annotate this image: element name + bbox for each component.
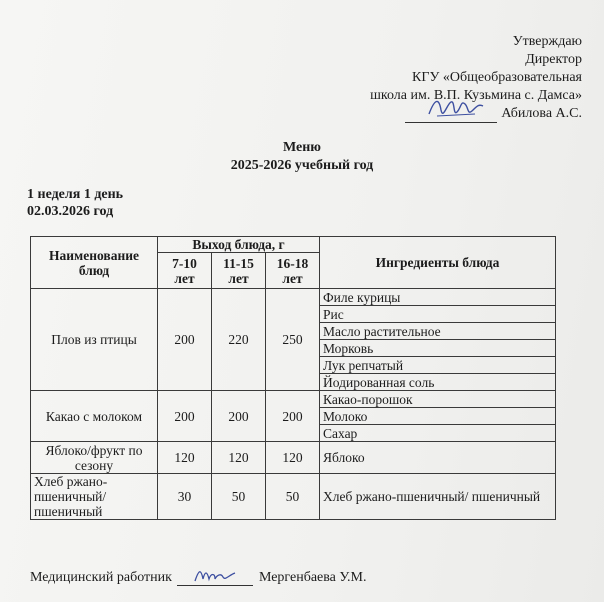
portion-11-15-cell: 200 — [212, 391, 266, 442]
menu-title — [0, 139, 604, 175]
portion-16-18-cell: 250 — [266, 289, 320, 391]
portion-11-15-cell: 220 — [212, 289, 266, 391]
header-age-11-15: 11-15 лет — [212, 253, 266, 289]
approval-line-4: школа им. В.П. Кузьмина с. Дамса» — [370, 88, 582, 103]
table-row — [31, 289, 556, 306]
portion-7-10-cell: 30 — [158, 474, 212, 520]
portion-11-15-cell: 120 — [212, 442, 266, 474]
dish-name-cell: Хлеб ржано-пшеничный/ пшеничный — [31, 474, 158, 520]
portion-16-18-cell: 200 — [266, 391, 320, 442]
ingredient-cell: Йодированная соль — [320, 374, 556, 391]
header-age-7-10: 7-10 лет — [158, 253, 212, 289]
portion-16-18-cell: 120 — [266, 442, 320, 474]
approval-line-2: Директор — [525, 52, 582, 67]
dish-name-cell: Яблоко/фрукт по сезону — [31, 442, 158, 474]
header-name: Наименование блюд — [31, 237, 158, 289]
header-age-16-18: 16-18 лет — [266, 253, 320, 289]
title-line-2: 2025-2026 учебный год — [230, 158, 374, 173]
table-row — [31, 442, 556, 474]
day-info — [27, 186, 123, 220]
ingredient-cell: Лук репчатый — [320, 357, 556, 374]
medical-signature-icon — [193, 567, 237, 585]
ingredient-cell: Масло растительное — [320, 323, 556, 340]
ingredient-cell: Сахар — [320, 425, 556, 442]
director-signature-icon — [425, 94, 485, 122]
portion-16-18-cell: 50 — [266, 474, 320, 520]
ingredient-cell: Яблоко — [320, 442, 556, 474]
table-row — [31, 391, 556, 408]
table-row — [31, 474, 556, 520]
ingredient-cell: Филе курицы — [320, 289, 556, 306]
ingredient-cell: Молоко — [320, 408, 556, 425]
week-day-label: 1 неделя 1 день — [27, 187, 124, 202]
dish-name-cell: Плов из птицы — [31, 289, 158, 391]
director-name: Абилова А.С. — [501, 106, 582, 121]
ingredient-cell: Морковь — [320, 340, 556, 357]
ingredient-cell: Хлеб ржано-пшеничный/ пшеничный — [320, 474, 556, 520]
header-ingredients: Ингредиенты блюда — [320, 237, 556, 289]
approval-line-1: Утверждаю — [512, 34, 582, 49]
table-header-row — [31, 237, 556, 253]
portion-7-10-cell: 120 — [158, 442, 212, 474]
approval-line-3: КГУ «Общеобразовательная — [412, 70, 582, 85]
header-output: Выход блюда, г — [158, 237, 320, 253]
dish-name-cell: Какао с молоком — [31, 391, 158, 442]
approval-block — [370, 33, 582, 123]
ingredient-cell: Рис — [320, 306, 556, 323]
title-line-1: Меню — [282, 140, 321, 155]
director-signature-line — [405, 105, 582, 123]
portion-7-10-cell: 200 — [158, 391, 212, 442]
menu-table-body — [31, 289, 556, 520]
portion-11-15-cell: 50 — [212, 474, 266, 520]
signature-underline — [405, 108, 497, 123]
menu-date: 02.03.2026 год — [27, 204, 114, 219]
medical-worker-label: Медицинский работник — [30, 570, 172, 585]
ingredient-cell: Какао-порошок — [320, 391, 556, 408]
footer-signature-underline — [177, 571, 253, 586]
medical-worker-name: Мергенбаева У.М. — [258, 570, 367, 585]
portion-7-10-cell: 200 — [158, 289, 212, 391]
menu-table — [30, 236, 556, 520]
footer-signature — [30, 570, 366, 586]
